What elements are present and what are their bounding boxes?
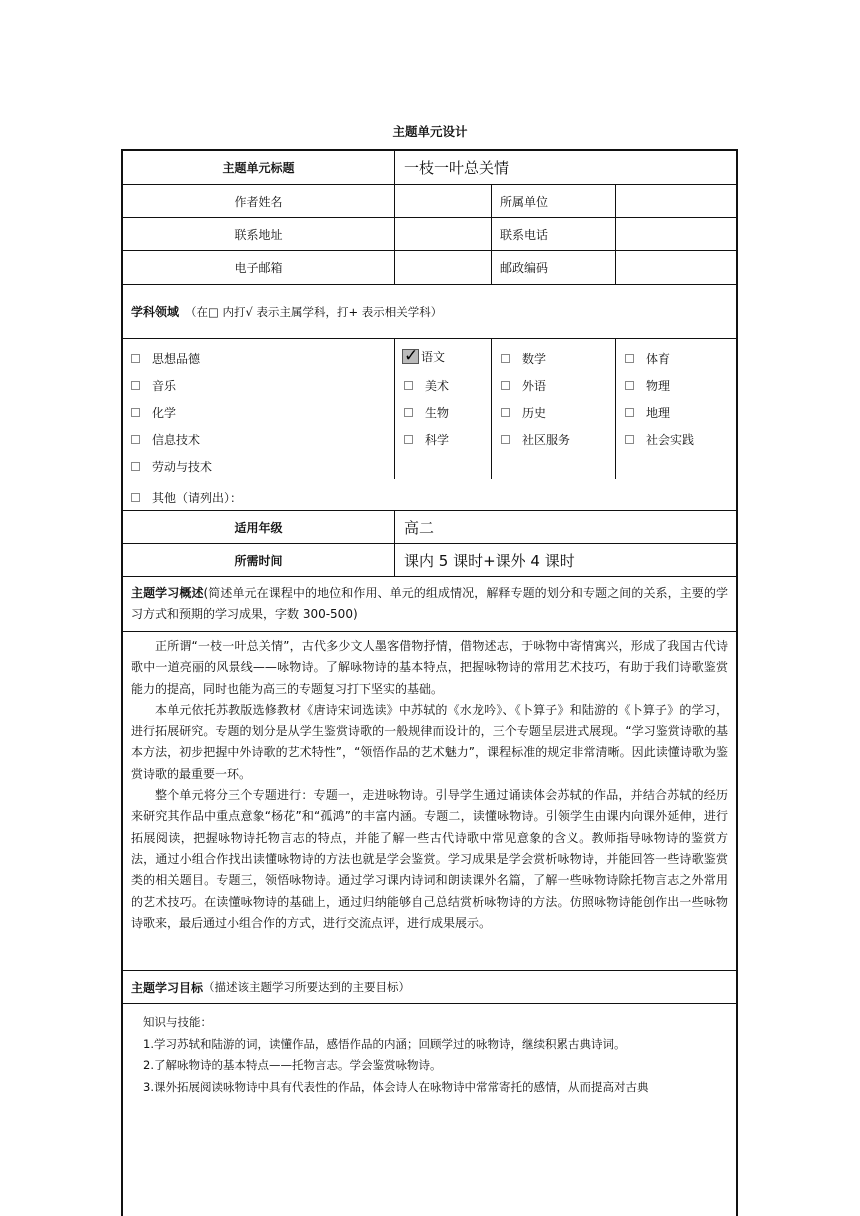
subject-checkbox-物理[interactable]	[625, 377, 670, 394]
subject-label: 地理	[646, 406, 671, 420]
overview-label: 主题学习概述	[131, 586, 204, 600]
goals-list	[143, 1012, 728, 1098]
subject-label: 物理	[646, 379, 671, 393]
subject-label: 外语	[522, 379, 547, 393]
subject-label: 体育	[646, 352, 671, 366]
checkbox-icon	[404, 435, 413, 444]
goals-line: 知识与技能：	[143, 1015, 212, 1029]
subject-label: 语文	[421, 350, 446, 364]
subject-label: 音乐	[152, 379, 177, 393]
checkbox-icon	[625, 354, 634, 363]
overview-text	[131, 636, 728, 934]
subject-label: 科学	[425, 433, 450, 447]
address-field[interactable]	[394, 218, 491, 250]
overview-paragraph-2: 本单元依托苏教版选修教材《唐诗宋词选读》中苏轼的《水龙吟》、《卜算子》和陆游的《卜算子》的学习，进行拓展研究。专题的划分是从学生鉴赏诗歌的一般规律而设计的，三个专题呈层进式展现。“学习鉴赏诗歌的基本方法，初步把握中外诗歌的艺术特性”，“领悟作品的艺术魅力”，课程标准的规定非常清晰。因此读懂诗歌为鉴赏诗歌的最重要一环。	[131, 702, 728, 781]
grade-label: 适用年级	[234, 520, 283, 535]
subject-checkbox-思想品德[interactable]	[131, 350, 200, 367]
grade-row	[123, 511, 736, 544]
subject-label: 其他（请列出）：	[152, 491, 243, 505]
unit-title-label: 主题单元标题	[222, 161, 295, 175]
subject-label: 化学	[152, 406, 177, 420]
document-title: 主题单元设计	[392, 124, 468, 139]
time-label: 所需时间	[234, 553, 283, 568]
postcode-label: 邮政编码	[491, 251, 615, 284]
subject-area-heading	[131, 285, 736, 338]
subject-checkbox-外语[interactable]	[501, 377, 546, 394]
subject-checkbox-音乐[interactable]	[131, 377, 176, 394]
grade-value[interactable]: 高二	[394, 511, 736, 543]
subject-checkbox-劳动与技术[interactable]	[131, 458, 212, 475]
author-row	[123, 185, 736, 218]
org-field[interactable]	[615, 185, 736, 217]
subject-checkbox-语文-checked[interactable]	[402, 348, 445, 365]
time-value[interactable]: 课内 5 课时+课外 4 课时	[394, 544, 736, 576]
subject-checkbox-社区服务[interactable]	[501, 431, 570, 448]
subject-area-header	[123, 285, 736, 339]
postcode-field[interactable]	[615, 251, 736, 284]
subject-checkbox-数学[interactable]	[501, 350, 546, 367]
address-label: 联系地址	[234, 227, 283, 242]
goals-line: 2.了解咏物诗的基本特点——托物言志。学会鉴赏咏物诗。	[143, 1058, 442, 1072]
overview-paragraph-3: 整个单元将分三个专题进行：专题一，走进咏物诗。引导学生通过诵读体会苏轼的作品，并结合苏轼的经历来研究其作品中重点意象“杨花”和“孤鸿”的丰富内涵。专题二，读懂咏物诗。引领学生由课内向课外延伸，进行拓展阅读，把握咏物诗托物言志的特点，并能了解一些古代诗歌中常见意象的含义。教师指导咏物诗的鉴赏方法，通过小组合作找出读懂咏物诗的方法也就是学会鉴赏。学习成果是学会赏析咏物诗，并能回答一些诗歌鉴赏类的相关题目。专题三，领悟咏物诗。通过学习课内诗词和朗读课外名篇，了解一些咏物诗除托物言志之外常用的艺术技巧。在读懂咏物诗的基础上，通过归纳能够自己总结赏析咏物诗的方法。仿照咏物诗能创作出一些咏物诗歌来，最后通过小组合作的方式，进行交流点评，进行成果展示。	[131, 788, 728, 930]
subject-checkbox-历史[interactable]	[501, 404, 546, 421]
address-row	[123, 218, 736, 251]
checkbox-icon	[501, 381, 510, 390]
checkbox-icon	[501, 408, 510, 417]
checkbox-icon	[404, 381, 413, 390]
email-field[interactable]	[394, 251, 491, 284]
subject-checkbox-地理[interactable]	[625, 404, 670, 421]
goals-header	[123, 971, 736, 1004]
checkbox-icon	[501, 354, 510, 363]
org-label: 所属单位	[491, 185, 615, 217]
subject-label: 生物	[425, 406, 450, 420]
subject-checkbox-社会实践[interactable]	[625, 431, 694, 448]
checkbox-icon	[625, 435, 634, 444]
email-row	[123, 251, 736, 285]
phone-label: 联系电话	[491, 218, 615, 250]
goals-line: 1.学习苏轼和陆游的词，读懂作品，感悟作品的内涵；回顾学过的咏物诗，继续积累古典诗词。	[143, 1036, 626, 1051]
time-row	[123, 544, 736, 577]
checkbox-icon	[131, 462, 140, 471]
subject-checkbox-化学[interactable]	[131, 404, 176, 421]
checkmark-icon: ✓	[404, 346, 419, 366]
goals-label: 主题学习目标	[131, 980, 204, 995]
author-field[interactable]	[394, 185, 491, 217]
checkbox-icon	[131, 493, 140, 502]
overview-heading	[131, 583, 728, 625]
author-label: 作者姓名	[234, 194, 283, 209]
unit-design-form	[121, 149, 738, 1216]
checkbox-icon	[131, 354, 140, 363]
subject-selection	[123, 339, 736, 511]
overview-hint: (简述单元在课程中的地位和作用、单元的组成情况，解释专题的划分和专题之间的关系，主要的学习方式和预期的学习成果，字数 300-500)	[131, 586, 728, 621]
subject-checkbox-科学[interactable]	[404, 431, 449, 448]
checkbox-icon	[625, 408, 634, 417]
checkbox-icon	[131, 408, 140, 417]
checkbox-icon	[404, 408, 413, 417]
checkbox-icon	[501, 435, 510, 444]
subject-label: 数学	[522, 352, 547, 366]
goals-hint: （描述该主题学习所要达到的主要目标）	[203, 980, 411, 994]
goals-heading	[131, 971, 736, 1003]
subject-checkbox-other[interactable]	[131, 489, 242, 506]
subject-label: 历史	[522, 406, 547, 420]
subject-checkbox-美术[interactable]	[404, 377, 449, 394]
goals-body	[123, 1004, 736, 1216]
unit-title-value[interactable]: 一枝一叶总关情	[394, 151, 736, 184]
subject-area-label: 学科领域	[131, 305, 180, 319]
subject-checkbox-体育[interactable]	[625, 350, 670, 367]
subject-label: 劳动与技术	[152, 460, 213, 474]
subject-area-hint: （在□ 内打√ 表示主属学科，打+ 表示相关学科）	[185, 304, 443, 319]
subject-checkbox-信息技术[interactable]	[131, 431, 200, 448]
overview-paragraph-1: 正所谓“一枝一叶总关情”，古代多少文人墨客借物抒情，借物述志，于咏物中寄情寓兴，形成了我国古代诗歌中一道亮丽的风景线——咏物诗。了解咏物诗的基本特点，把握咏物诗的常用艺术技巧，有助于我们诗歌鉴赏能力的提高，同时也能为高三的专题复习打下坚实的基础。	[131, 639, 728, 696]
checkbox-icon	[131, 435, 140, 444]
phone-field[interactable]	[615, 218, 736, 250]
overview-body	[123, 632, 736, 971]
subject-label: 社区服务	[522, 433, 571, 447]
subject-label: 美术	[425, 379, 450, 393]
subject-checkbox-生物[interactable]	[404, 404, 449, 421]
overview-header	[123, 577, 736, 632]
checkbox-icon	[131, 381, 140, 390]
checkbox-icon	[625, 381, 634, 390]
subject-label: 信息技术	[152, 433, 201, 447]
email-label: 电子邮箱	[234, 261, 283, 275]
unit-title-row	[123, 151, 736, 185]
goals-line: 3.课外拓展阅读咏物诗中具有代表性的作品，体会诗人在咏物诗中常常寄托的感情，从而提高对古典	[143, 1079, 649, 1094]
subject-label: 社会实践	[646, 433, 695, 447]
subject-label: 思想品德	[152, 352, 201, 366]
